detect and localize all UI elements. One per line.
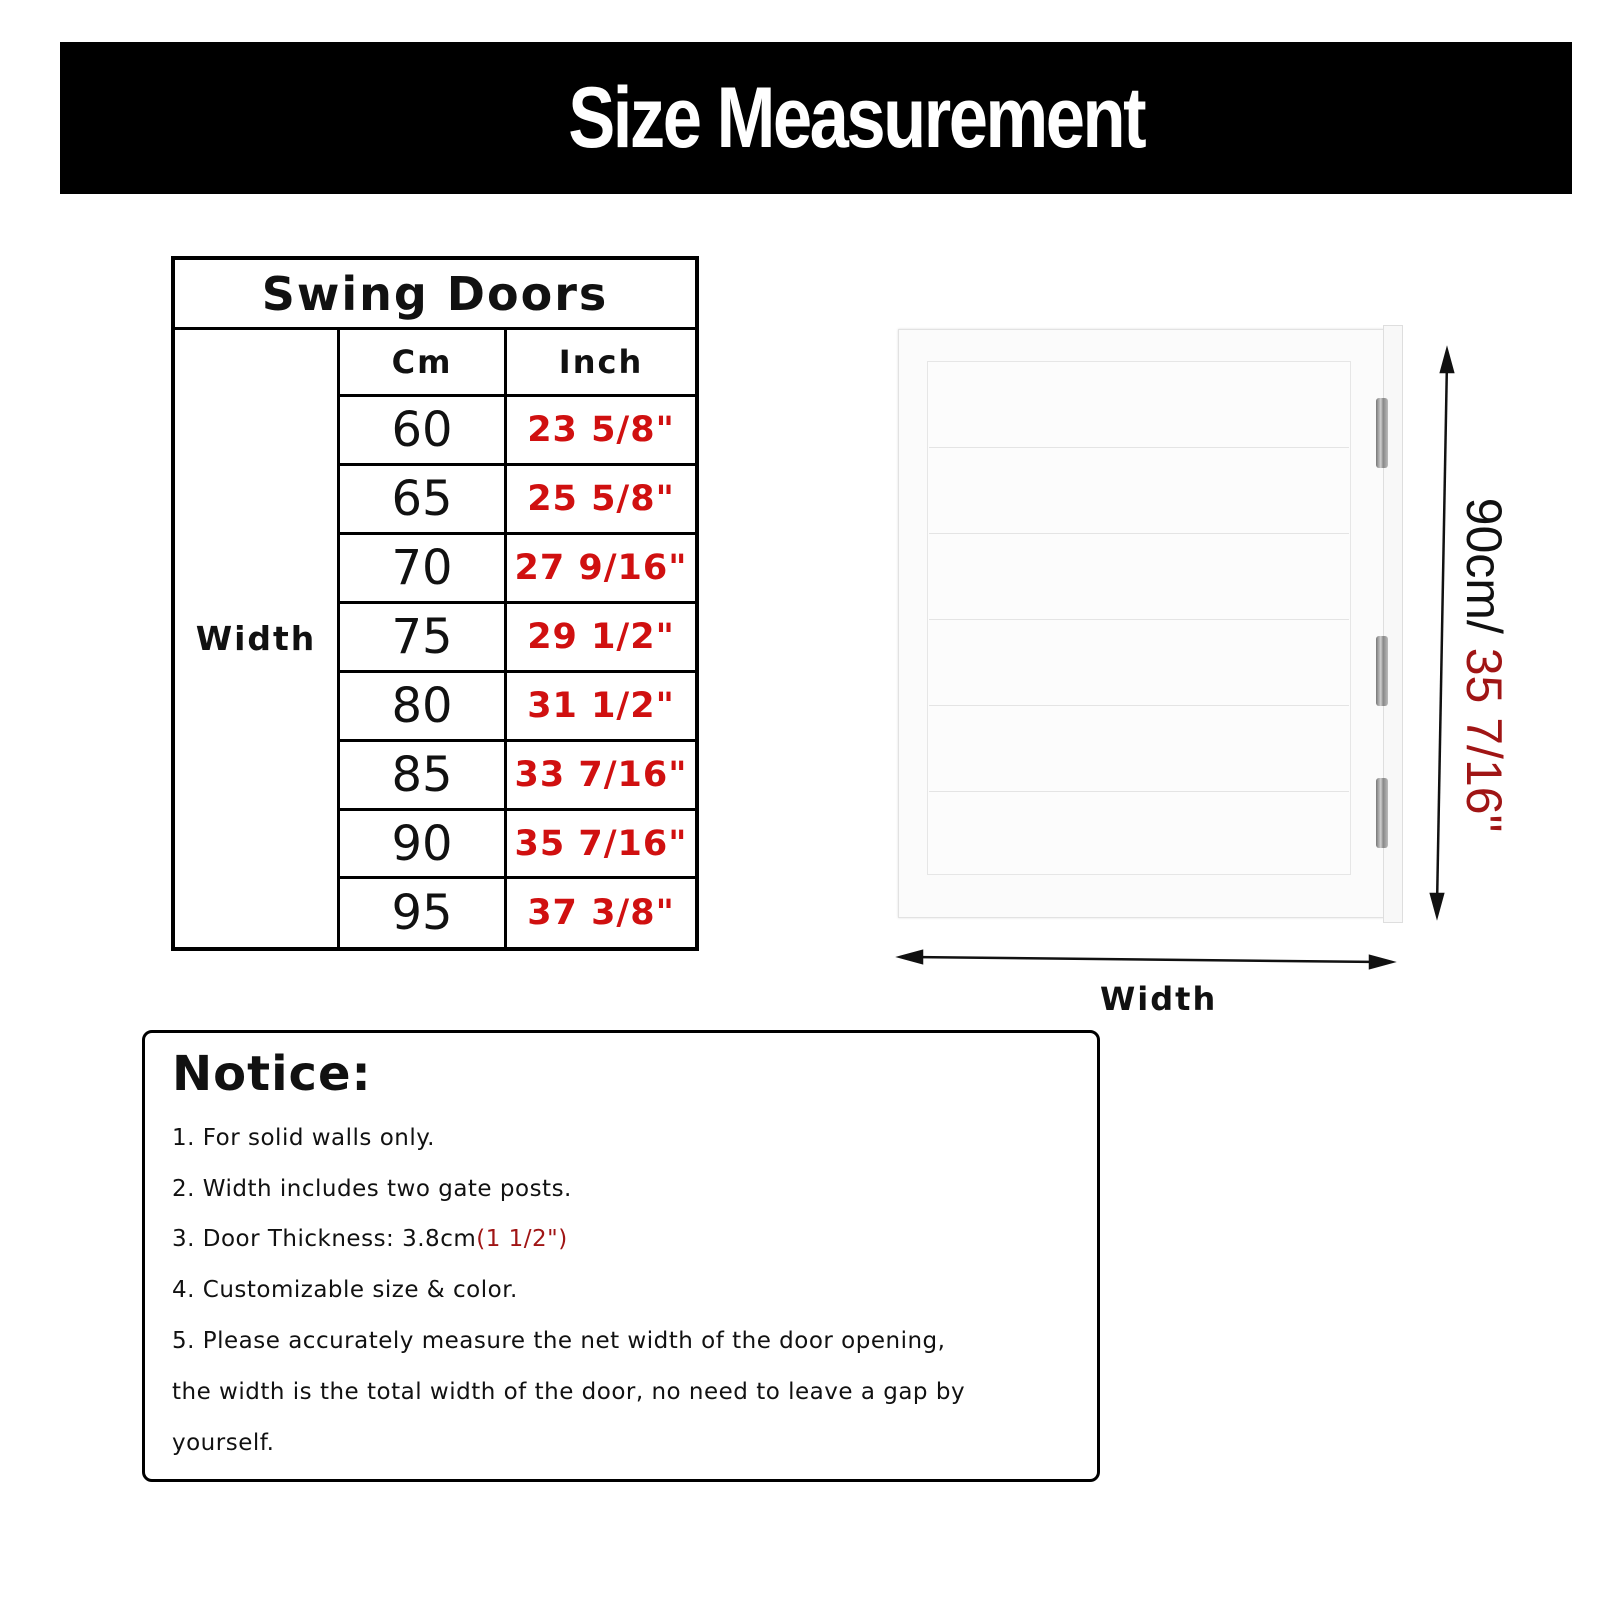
notice-item-3: [172, 1226, 568, 1252]
column-header-cm: Cm: [340, 330, 507, 397]
cell-inch: 37 3/8": [527, 893, 675, 933]
notice-title: Notice:: [172, 1046, 372, 1102]
cell-cm: 80: [340, 673, 507, 742]
width-arrow: [900, 951, 1392, 968]
row-label-width: Width: [175, 330, 340, 947]
height-arrow: [1431, 350, 1453, 916]
door-slat: [929, 705, 1349, 706]
hinge-icon: [1376, 778, 1388, 848]
notice-item-5-end: yourself.: [172, 1430, 275, 1456]
notice-item-4: 4. Customizable size & color.: [172, 1277, 518, 1303]
cell-inch: 25 5/8": [507, 466, 695, 535]
cell-inch: 27 9/16": [507, 535, 695, 604]
height-inch: 35 7/16": [1456, 633, 1512, 833]
height-dimension-label: [1455, 498, 1513, 833]
title-banner: [60, 42, 1572, 194]
cell-inch: 31 1/2": [507, 673, 695, 742]
hinge-icon: [1376, 636, 1388, 706]
cell-inch: 33 7/16": [507, 742, 695, 811]
cell-inch: 23 5/8": [507, 397, 695, 466]
column-header-inch: Inch: [507, 330, 695, 397]
table-title: Swing Doors: [175, 260, 695, 330]
hinge-icon: [1376, 398, 1388, 468]
door-slat: [929, 791, 1349, 792]
notice-item-5: 5. Please accurately measure the net width of the door opening,: [172, 1328, 946, 1354]
cell-inch: 35 7/16": [507, 811, 695, 879]
notice-item-1: 1. For solid walls only.: [172, 1125, 435, 1151]
door-slat: [929, 619, 1349, 620]
notice-item-3-text: 3. Door Thickness: 3.8cm: [172, 1226, 477, 1252]
notice-item-5-cont: the width is the total width of the door, no need to leave a gap by: [172, 1379, 966, 1405]
height-cm: 90cm/: [1456, 497, 1512, 634]
cell-inch: 29 1/2": [507, 604, 695, 673]
cell-cm: 60: [340, 397, 507, 466]
cell-cm: 70: [340, 535, 507, 604]
width-dimension-label: Width: [1100, 980, 1218, 1018]
notice-item-3-inch: (1 1/2"): [476, 1226, 568, 1252]
page-title: Size Measurement: [568, 69, 1144, 166]
cell-cm: 65: [340, 466, 507, 535]
cell-cm: 95: [340, 879, 507, 947]
cell-cm: 85: [340, 742, 507, 811]
cell-cm: 90: [340, 811, 507, 879]
door-slat: [929, 447, 1349, 448]
cell-cm: 75: [340, 604, 507, 673]
door-panel: [927, 361, 1351, 875]
notice-item-2: 2. Width includes two gate posts.: [172, 1176, 572, 1202]
door-slat: [929, 533, 1349, 534]
size-table: [171, 256, 699, 951]
